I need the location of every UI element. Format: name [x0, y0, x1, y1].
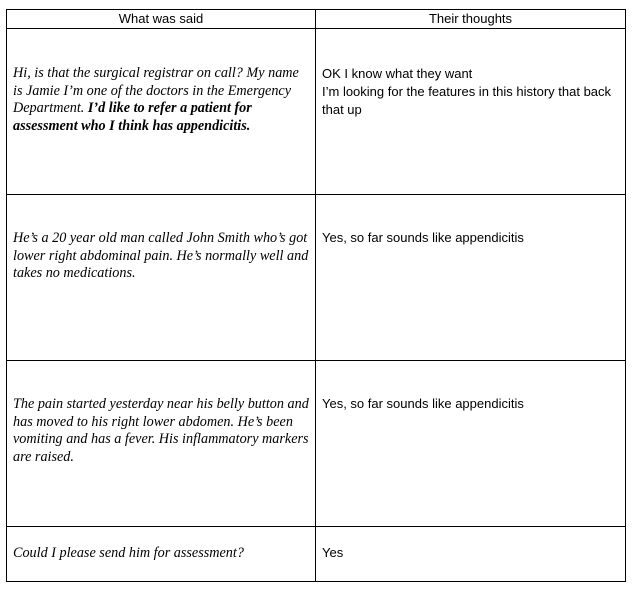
thought-cell [316, 29, 626, 195]
said-text: Could I please send him for assessment? [13, 545, 244, 561]
said-cell [7, 527, 316, 582]
said-cell [7, 195, 316, 361]
table-row [7, 195, 626, 361]
said-text: The pain started yesterday near his belly button and has moved to his right lower abdomen. He’s been vomiting and has a fever. His inflammatory markers are raised. [13, 396, 309, 465]
table-row [7, 527, 626, 582]
header-row [7, 10, 626, 29]
table-row [7, 29, 626, 195]
table-row [7, 361, 626, 527]
thought-line: Yes, so far sounds like appendicitis [322, 230, 524, 245]
said-cell [7, 29, 316, 195]
said-text: He’s a 20 year old man called John Smith who’s got lower right abdominal pain. He’s normally well and takes no medications. [13, 230, 309, 281]
thought-cell [316, 527, 626, 582]
thought-line: Yes [322, 545, 344, 560]
header-what-was-said: What was said [7, 10, 316, 29]
thought-cell [316, 195, 626, 361]
said-text: Hi, is that the surgical registrar on call? My name is Jamie I’m one of the doctors in the Emergency Department. [13, 65, 299, 116]
thought-cell [316, 361, 626, 527]
thought-line: Yes, so far sounds like appendicitis [322, 396, 524, 411]
said-text-bold: I’d like to refer a patient for assessment who I think has appendicitis. [13, 100, 252, 134]
dialogue-table [6, 9, 626, 582]
thought-line: OK I know what they want [322, 66, 473, 81]
header-their-thoughts: Their thoughts [316, 10, 626, 29]
thought-line: I’m looking for the features in this history that back that up [322, 84, 612, 117]
said-cell [7, 361, 316, 527]
